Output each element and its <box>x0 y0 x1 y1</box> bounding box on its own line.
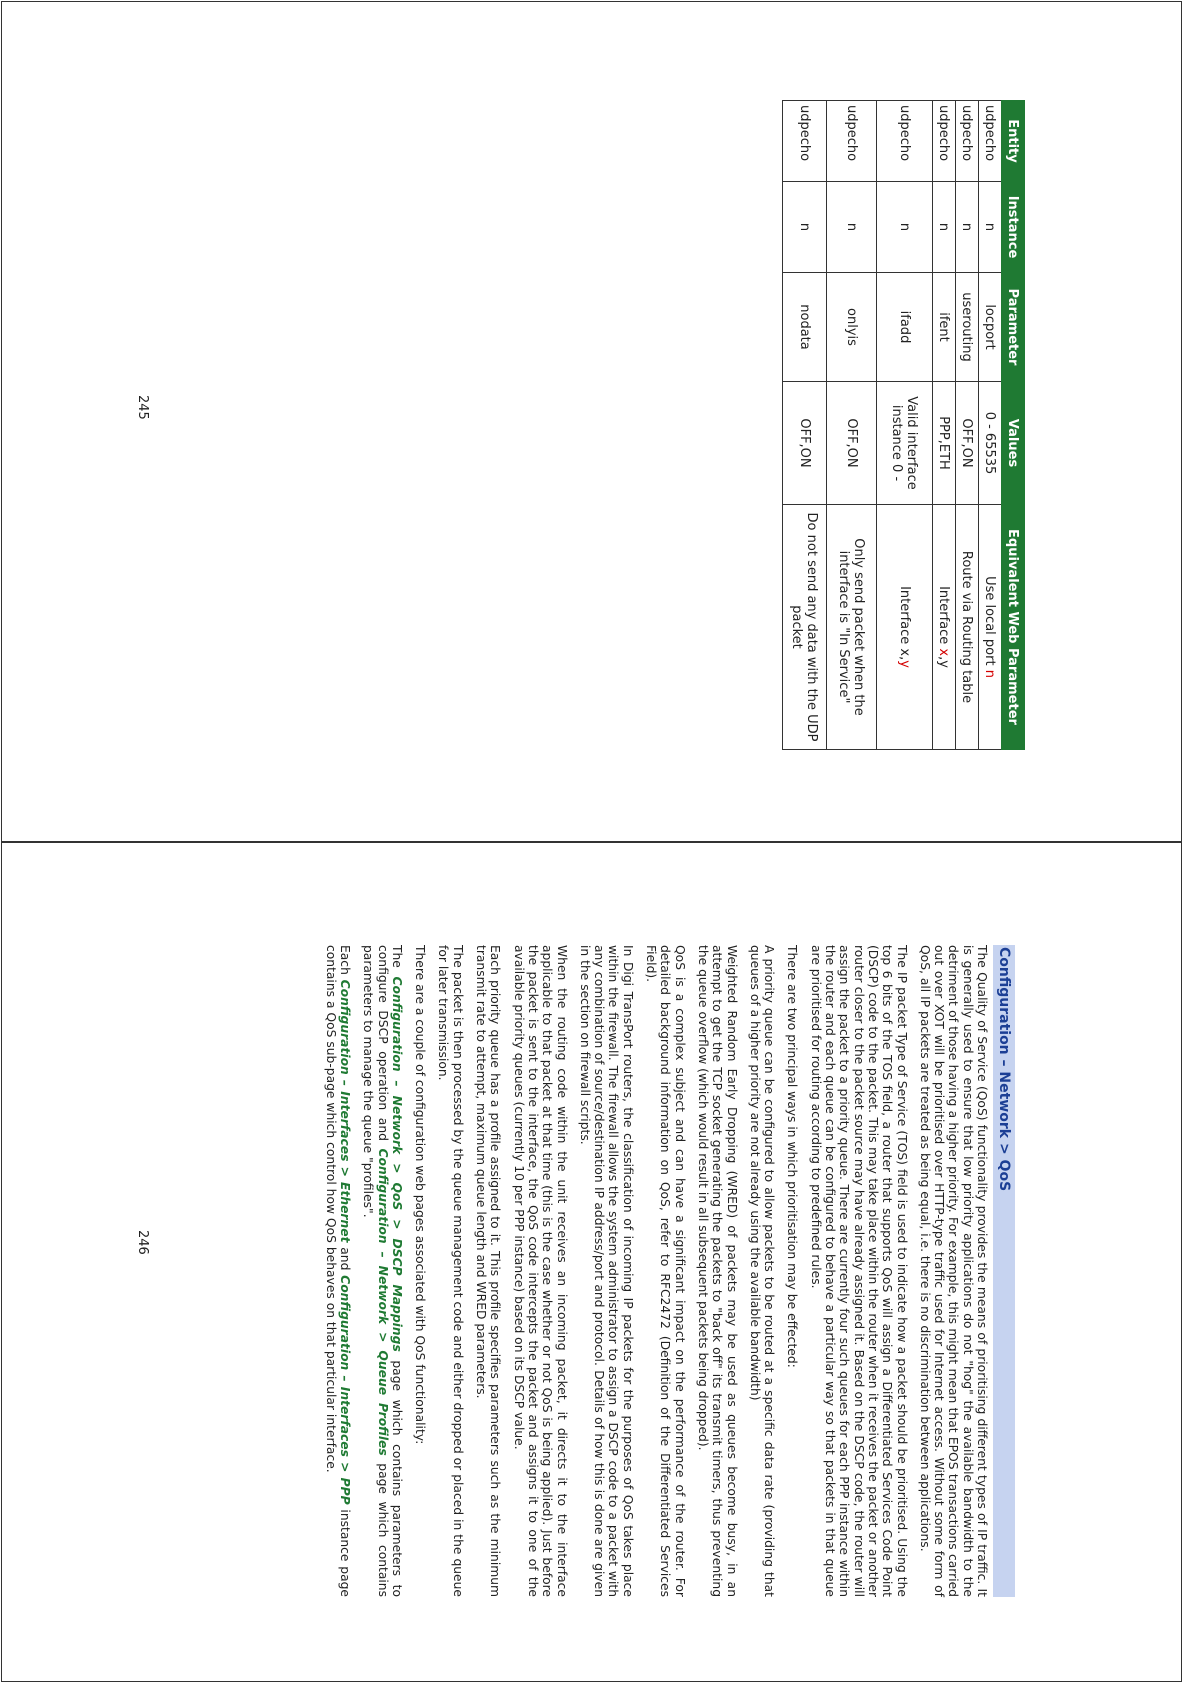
paragraph-interfaces <box>323 945 352 1597</box>
web-text: Use local port <box>982 576 998 670</box>
web-highlight: y <box>897 660 912 668</box>
header-instance: Instance <box>1002 182 1025 273</box>
cell-web-parameter <box>979 505 1002 750</box>
paragraph: Each priority queue has a profile assigned to it. This profile specifies parameters such as the minimum transmit rate to attempt, maximum queue length and WRED parameters. <box>474 945 503 1597</box>
cell-values: OFF,ON <box>783 382 827 505</box>
cell-instance: n <box>933 182 956 273</box>
table-row <box>956 101 979 750</box>
parameter-table <box>782 100 1025 750</box>
cell-entity: udpecho <box>783 101 827 182</box>
cell-web-parameter <box>783 505 827 750</box>
cell-instance: n <box>877 182 933 273</box>
cell-parameter: ifent <box>933 273 956 382</box>
paragraph: When the routing code within the unit receives an incoming packet, it directs it to the interface applicable to that packet at that time (this is the case whether or not QoS is being applied). Just before the packet is sent to the interface, the QoS code intercepts the packet and assigns it to one of the available priority queues (currently 10 per PPP instance) based on its DSCP value. <box>511 945 569 1597</box>
cell-instance: n <box>783 182 827 273</box>
cell-entity: udpecho <box>956 101 979 182</box>
text-run: The <box>389 945 404 977</box>
cell-values: PPP,ETH <box>933 382 956 505</box>
text-run: and <box>338 1242 353 1276</box>
web-highlight: n <box>982 669 998 678</box>
text-run: page which contains parameters to configure DSCP operation and <box>375 945 404 1597</box>
cell-web-parameter <box>933 505 956 750</box>
link-dscp-mappings[interactable]: Configuration – Network > QoS > DSCP Mappings <box>389 976 404 1352</box>
paragraph: The Quality of Service (QoS) functionality provides the means of prioritising different types of IP traffic. It is generally used to ensure that low priority applications do not "hog" the available bandwidth to the detriment of those having a higher priority. For example, this might mean that EPOS transactions carried out over XOT will be prioritised over HTTP-type traffic used for Internet access. Without some form of QoS, all IP packets are treated as being equal, i.e. there is no discrimination between applications. <box>917 945 989 1597</box>
web-text: Interface <box>936 586 952 649</box>
cell-parameter: userouting <box>956 273 979 382</box>
cell-entity: udpecho <box>877 101 933 182</box>
cell-instance: n <box>956 182 979 273</box>
page-number-245: 245 <box>135 395 150 420</box>
paragraph: The IP packet Type of Service (TOS) field is used to indicate how a packet should be prioritised. Using the top 6 bits of the TOS field, a router that supports QoS will assign a Differentiated Services Code Point (DSCP) code to the packet. This may take place within the router when it receives the packet or another router closer to the packet source may have already assigned it. Based on the DSCP code, the router will assign the packet to a priority queue. There are currently four such queues for each PPP instance within the router and each queue can be configured to behave a particular way so that packets in that queue are prioritised for routing according to predefined rules. <box>808 945 909 1597</box>
page-246-content <box>314 945 1015 1597</box>
link-interfaces-ppp[interactable]: Configuration – Interfaces > PPP <box>338 1275 353 1505</box>
web-text: Interface x, <box>897 586 912 661</box>
cell-web-parameter <box>827 505 877 750</box>
text-run: page which contains parameters to manage the queue "profiles". <box>361 945 390 1597</box>
paragraph: There are two principal ways in which prioritisation may be effected: <box>785 945 800 1368</box>
cell-parameter: locport <box>979 273 1002 382</box>
page-number-246: 246 <box>135 1230 150 1255</box>
cell-parameter: onlyis <box>827 273 877 382</box>
cell-web-parameter <box>956 505 979 750</box>
web-text: Only send packet when the interface is "In Service" <box>836 538 867 716</box>
cell-instance: n <box>979 182 1002 273</box>
table-row <box>827 101 877 750</box>
link-queue-profiles[interactable]: Configuration – Network > Queue Profiles <box>375 1148 390 1456</box>
paragraph: Weighted Random Early Dropping (WRED) of packets may be used as queues become busy, in an attempt to get the TCP socket generating the packets to "back off" its transmit timers, thus preventing the queue overflow (which would result in all subsequent packets being dropped). <box>695 945 739 1597</box>
section-title: Configuration – Network > QoS <box>993 945 1015 1597</box>
text-run: instance page contains a QoS sub-page which control how QoS behaves on that particular interface. <box>323 945 353 1597</box>
table-row <box>783 101 827 750</box>
cell-instance: n <box>827 182 877 273</box>
paragraph: The packet is then processed by the queue management code and either dropped or placed in the queue for later transmission. <box>436 945 465 1597</box>
link-interfaces-ethernet[interactable]: Configuration – Interfaces > Ethernet <box>338 979 353 1243</box>
table-row <box>933 101 956 750</box>
web-highlight: x <box>936 648 952 657</box>
paragraph: In Digi TransPort routers, the classification of incoming IP packets for the purposes of QoS takes place within the firewall. The firewall allows the system administrator to assign a DSCP code to a packet with any combination of source/destination IP address/port and protocol. Details of how this is done are given in the section on firewall scripts. <box>577 945 635 1597</box>
table-header-row <box>1002 101 1025 750</box>
web-text: Do not send any data with the UDP packet <box>789 512 820 742</box>
cell-values: 0 - 65535 <box>979 382 1002 505</box>
cell-values: OFF,ON <box>956 382 979 505</box>
table-row <box>979 101 1002 750</box>
text-run: Each <box>338 945 353 980</box>
table-row <box>877 101 933 750</box>
paragraph: There are a couple of configuration web pages associated with QoS functionality: <box>413 945 428 1445</box>
cell-web-parameter <box>877 505 933 750</box>
page-245-content <box>782 100 1025 750</box>
table-body <box>783 101 1002 750</box>
web-text: Route via Routing table <box>959 550 975 704</box>
cell-parameter: ifadd <box>877 273 933 382</box>
cell-entity: udpecho <box>827 101 877 182</box>
paragraph: QoS is a complex subject and can have a significant impact on the performance of the router. For detailed background information on QoS, refer to RFC2472 (Definition of the Differentiated Services Field). <box>644 945 687 1597</box>
cell-values: Valid interface instance 0 - <box>877 382 933 505</box>
header-values: Values <box>1002 382 1025 505</box>
header-parameter: Parameter <box>1002 273 1025 382</box>
header-web-parameter: Equivalent Web Parameter <box>1002 505 1025 750</box>
header-entity: Entity <box>1002 101 1025 182</box>
cell-values: OFF,ON <box>827 382 877 505</box>
cell-parameter: nodata <box>783 273 827 382</box>
cell-entity: udpecho <box>933 101 956 182</box>
web-text-tail: ,y <box>936 656 952 668</box>
paragraph-config-pages <box>361 945 404 1597</box>
cell-entity: udpecho <box>979 101 1002 182</box>
paragraph: A priority queue can be configured to allow packets to be routed at a specific data rate (providing that queues of a higher priority are not already using the available bandwidth) <box>747 945 777 1597</box>
